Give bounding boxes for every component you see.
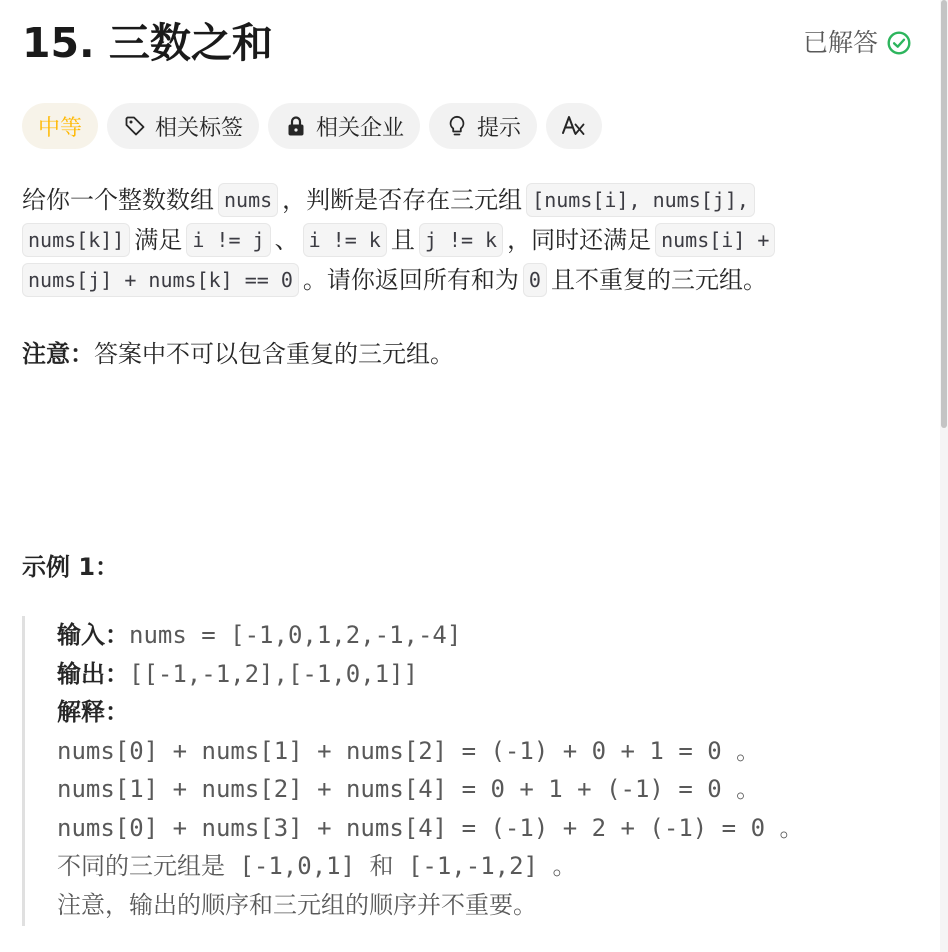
description-text: 满足: [134, 226, 183, 254]
related-companies-button[interactable]: [268, 103, 420, 149]
difficulty-badge[interactable]: [22, 103, 98, 149]
scrollbar-track[interactable]: [940, 0, 948, 952]
solved-status-label: 已解答: [802, 28, 878, 57]
related-companies-label: 相关企业: [316, 115, 405, 141]
description-text: 且不重复的三元组。: [550, 266, 767, 294]
explain-line: nums[0] + nums[1] + nums[2] = (-1) + 0 + 1 = 0 。: [57, 736, 761, 765]
solved-status: [803, 26, 912, 60]
tag-icon: [123, 114, 147, 138]
title-row: [22, 14, 912, 72]
input-value: nums = [-1,0,1,2,-1,-4]: [129, 621, 462, 649]
hint-label: 提示: [477, 115, 522, 141]
difficulty-label: 中等: [38, 115, 83, 141]
explain-text: 不同的三元组是: [57, 852, 225, 880]
input-label: 输入：: [57, 621, 129, 649]
example-output-line: [57, 655, 922, 694]
inline-code: [nums[i], nums[j],: [526, 183, 755, 217]
hint-button[interactable]: [429, 103, 537, 149]
explain-text: 。: [552, 852, 577, 880]
explain-text: 和: [369, 852, 394, 880]
example-block: [22, 616, 922, 926]
inline-code: i != j: [186, 223, 270, 257]
inline-code: nums[i] +: [655, 223, 775, 257]
note-text: 答案中不可以包含重复的三元组。: [94, 340, 454, 368]
translate-icon: [560, 112, 588, 140]
description-text: ，判断是否存在三元组: [282, 186, 523, 214]
explain-code: [-1,-1,2]: [393, 852, 553, 880]
inline-code: 0: [523, 263, 547, 297]
output-value: [[-1,-1,2],[-1,0,1]]: [129, 659, 418, 688]
output-label: 输出：: [57, 659, 129, 688]
explain-line: nums[0] + nums[3] + nums[4] = (-1) + 2 + (-1) = 0 。: [57, 813, 804, 842]
scrollbar-thumb[interactable]: [941, 0, 947, 428]
explain-line: [57, 847, 922, 886]
explain-code: [-1,0,1]: [225, 852, 370, 880]
problem-description: [22, 180, 922, 300]
tag-bar: [22, 103, 611, 149]
inline-code: nums[j] + nums[k] == 0: [22, 263, 299, 297]
related-tags-label: 相关标签: [155, 115, 244, 141]
description-line: [22, 260, 922, 300]
example-title: 示例 1：: [22, 553, 120, 581]
description-line: [22, 180, 922, 220]
related-tags-button[interactable]: [107, 103, 259, 149]
description-text: 且: [390, 226, 415, 254]
explain-line: 注意，输出的顺序和三元组的顺序并不重要。: [57, 890, 537, 919]
description-line: [22, 220, 922, 260]
description-text: 、: [274, 226, 299, 254]
example-explain-label-line: [57, 693, 922, 732]
problem-title: 15. 三数之和: [22, 19, 273, 67]
inline-code: nums: [218, 183, 278, 217]
inline-code: nums[k]]: [22, 223, 130, 257]
lock-icon: [284, 114, 308, 138]
explain-line: nums[1] + nums[2] + nums[4] = 0 + 1 + (-1) = 0 。: [57, 775, 761, 803]
lightbulb-icon: [445, 114, 469, 138]
inline-code: j != k: [419, 223, 503, 257]
check-circle-icon: [886, 30, 912, 56]
note-paragraph: [22, 334, 454, 374]
inline-code: i != k: [303, 223, 387, 257]
translate-button[interactable]: [546, 103, 602, 149]
description-text: 。请你返回所有和为: [302, 266, 519, 294]
example-input-line: [57, 616, 922, 655]
description-text: ，同时还满足: [507, 226, 652, 254]
note-label: 注意：: [22, 340, 94, 368]
description-text: 给你一个整数数组: [22, 186, 214, 214]
explain-label: 解释：: [57, 698, 129, 726]
